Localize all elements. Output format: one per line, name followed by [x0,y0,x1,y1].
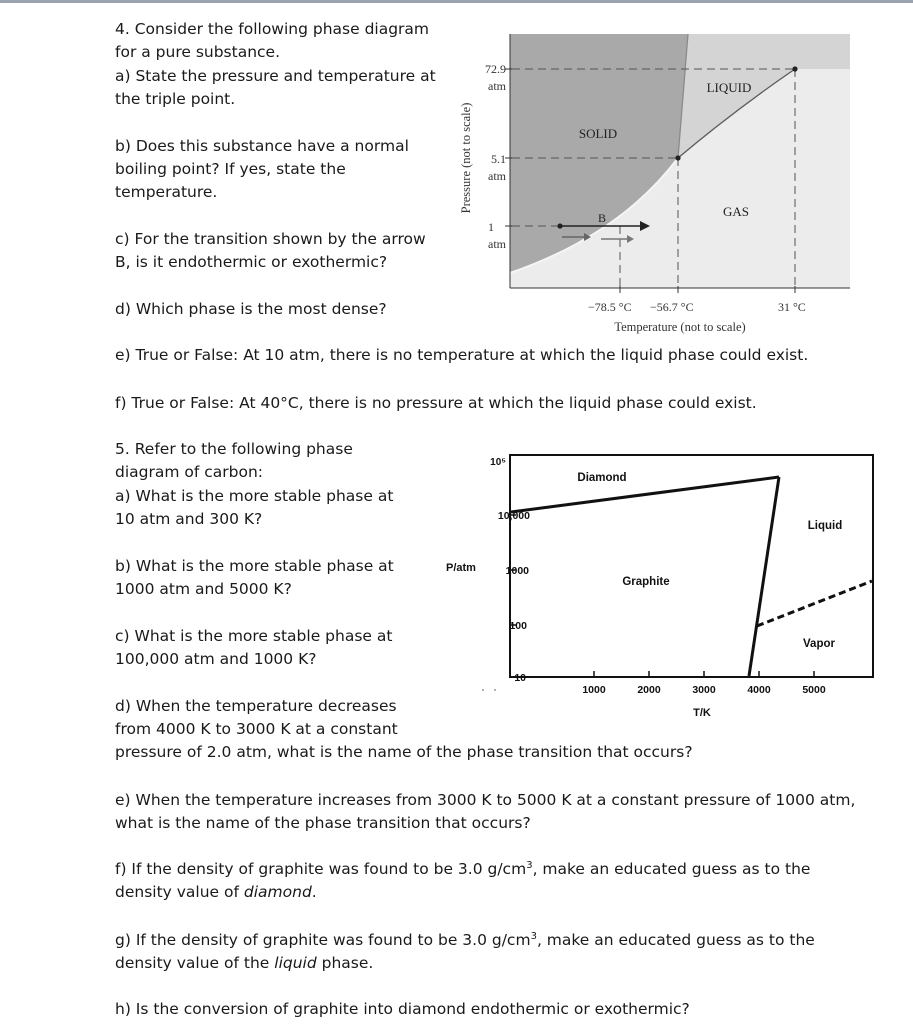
label-solid: SOLID [578,126,618,141]
q5-a-line2: 10 atm and 300 K? [115,510,263,528]
xtick-31: 31 °C [778,300,806,314]
carbon-xtick-3000: 3000 [692,684,716,696]
ytick-1: 1 [488,220,494,234]
q5-g-line2-pre: density value of the [115,954,275,972]
xtick-56-7: −56.7 °C [650,300,694,314]
q5-g-line1-pre: g) If the density of graphite was found to be 3.0 g/cm [115,931,531,949]
carbon-label-liquid: Liquid [807,520,843,532]
q5-e-line1: e) When the temperature increases from 3000 K to 5000 K at a constant pressure of 1000 atm, [115,791,856,809]
ytick-72-9-unit: atm [488,79,506,93]
y-axis-label: Pressure (not to scale) [459,102,473,214]
q5-f-line2-pre: density value of [115,883,244,901]
q5-h: h) Is the conversion of graphite into diamond endothermic or exothermic? [115,1000,690,1018]
carbon-x-axis-label: T/K [693,707,711,719]
q5-f-line1-post: , make an educated guess as to the [532,860,811,878]
q4-b-line1: b) Does this substance have a normal [115,137,409,155]
xtick-78-5: −78.5 °C [588,300,632,314]
carbon-label-vapor: Vapor [803,638,835,650]
carbon-y-axis-label: P/atm [446,562,476,574]
q5-f-line2 [115,881,317,904]
liquid-vapor-boundary [757,581,872,626]
q5-f-line1 [115,858,810,881]
q5-a-line1: a) What is the more stable phase at [115,487,394,505]
q5-b-line1: b) What is the more stable phase at [115,557,394,575]
q5-c-line1: c) What is the more stable phase at [115,627,393,645]
ytick-72-9: 72.9 [485,62,506,76]
x-axis-label: Temperature (not to scale) [614,320,746,334]
q5-f-line2-post: . [311,883,317,901]
solid-liquid-boundary [749,477,779,676]
q4-b-line3: temperature. [115,183,218,201]
carbon-xtick-5000: 5000 [802,684,826,696]
q4-intro-line2: for a pure substance. [115,43,281,61]
q5-g-sup: 3 [530,930,537,942]
q4-f: f) True or False: At 40°C, there is no pressure at which the liquid phase could exist. [115,394,757,412]
q5-d-line3: pressure of 2.0 atm, what is the name of the phase transition that occurs? [115,743,693,761]
carbon-ytick-10: 10 [514,672,526,684]
carbon-xtick-2000: 2000 [637,684,661,696]
label-arrow-b: B [597,211,607,225]
carbon-label-graphite: Graphite [622,576,670,588]
q5-f-line2-em: diamond [243,883,312,901]
ytick-5-1-unit: atm [488,169,506,183]
q4-c-line1: c) For the transition shown by the arrow [115,230,426,248]
q4-e: e) True or False: At 10 atm, there is no temperature at which the liquid phase could exist. [115,346,809,364]
speck-2 [494,689,496,691]
q4-a-line2: the triple point. [115,90,236,108]
carbon-ytick-100: 100 [509,620,527,632]
carbon-ytick-10000: 10,000 [497,510,530,522]
label-liquid: LIQUID [706,80,752,95]
q4-d: d) Which phase is the most dense? [115,300,387,318]
carbon-label-diamond: Diamond [577,472,627,484]
q5-g-line1 [115,929,815,952]
q5-g-line1-post: , make an educated guess as to the [536,931,815,949]
carbon-xtick-1000: 1000 [582,684,606,696]
carbon-xtick-4000: 4000 [747,684,771,696]
q5-c-line2: 100,000 atm and 1000 K? [115,650,317,668]
carbon-ytick-1000: 1000 [505,565,529,577]
speck-1 [482,689,484,691]
q5-d-line1: d) When the temperature decreases [115,697,397,715]
q4-a-line1: a) State the pressure and temperature at [115,67,436,85]
q4-intro-line1: 4. Consider the following phase diagram [115,20,430,38]
q5-intro-line1: 5. Refer to the following phase [115,440,353,458]
q5-f-sup: 3 [526,859,533,871]
q5-g-line2-em: liquid [274,954,317,972]
q4-c-line2: B, is it endothermic or exothermic? [115,253,388,271]
q5-d-line2: from 4000 K to 3000 K at a constant [115,720,398,738]
q5-e-line2: what is the name of the phase transition that occurs? [115,814,531,832]
q5-b-line2: 1000 atm and 5000 K? [115,580,292,598]
diamond-graphite-boundary [511,477,779,512]
q5-g-line2-post: phase. [316,954,374,972]
q5-g-line2 [115,952,373,975]
q5-intro-line2: diagram of carbon: [115,463,264,481]
label-gas: GAS [722,204,750,219]
ytick-5-1: 5.1 [491,152,506,166]
q5-f-line1-pre: f) If the density of graphite was found to be 3.0 g/cm [115,860,527,878]
ytick-1-unit: atm [488,237,506,251]
q4-b-line2: boiling point? If yes, state the [115,160,346,178]
carbon-ytick-100000: 10⁵ [490,457,506,468]
